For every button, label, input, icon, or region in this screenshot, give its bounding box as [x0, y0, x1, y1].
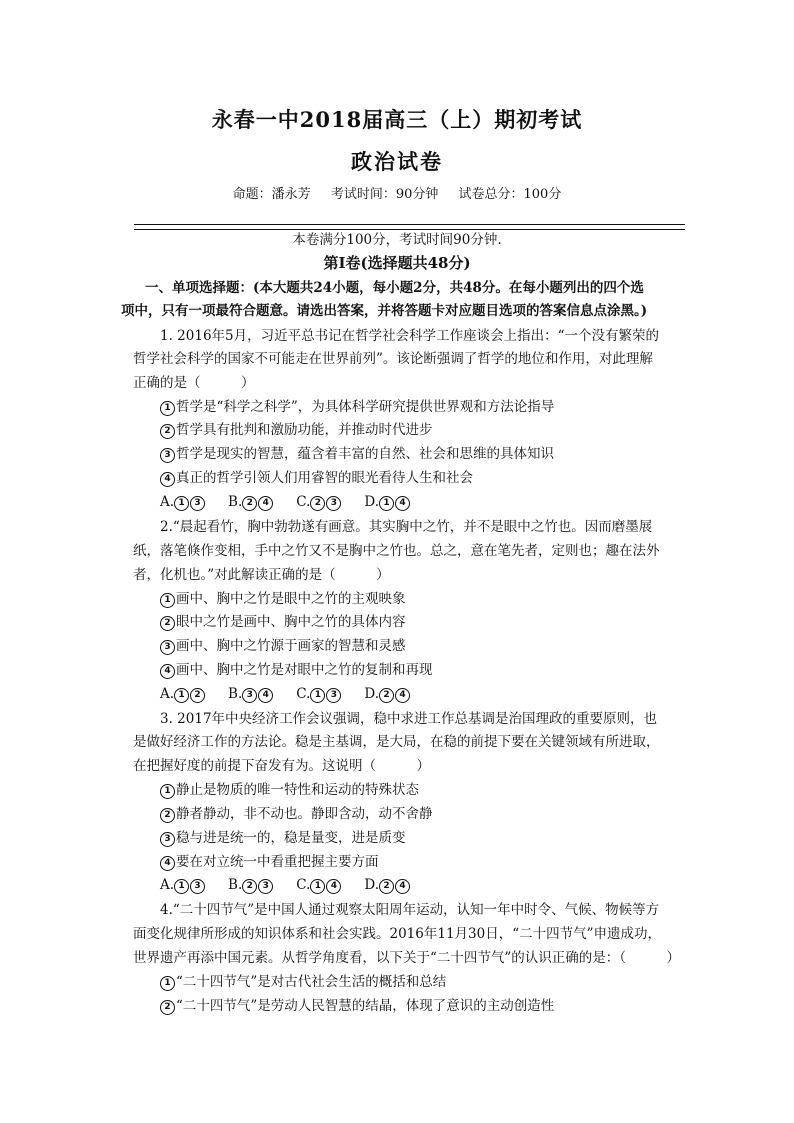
question-2-item [160, 613, 406, 631]
circled-number-icon: 2 [190, 688, 205, 703]
exam-meta [0, 183, 794, 202]
item-text: 真正的哲学引领人们用睿智的眼光看待人生和社会 [176, 470, 473, 486]
circled-number-icon: 1 [160, 976, 175, 991]
item-text: 眼中之竹是画中、胸中之竹的具体内容 [176, 614, 406, 630]
circled-number-icon: 1 [160, 401, 175, 416]
question-1-options [160, 493, 433, 511]
question-2-stem-line: 2.“晨起看竹，胸中勃勃遂有画意。其实胸中之竹，并不是眼中之竹也。因而磨墨展 [160, 519, 653, 535]
question-2-item [160, 637, 406, 655]
circled-number-icon: 4 [395, 879, 410, 894]
question-3-item [160, 781, 419, 799]
circled-number-icon: 1 [310, 688, 325, 703]
question-1-item [160, 445, 554, 463]
circled-number-icon: 2 [379, 688, 394, 703]
header-rule-thin [134, 229, 685, 230]
option-c [296, 877, 342, 893]
circled-number-icon: 4 [395, 496, 410, 511]
circled-number-icon: 1 [379, 496, 394, 511]
circled-number-icon: 3 [326, 496, 341, 511]
circled-number-icon: 2 [242, 496, 257, 511]
circled-number-icon: 3 [326, 688, 341, 703]
circled-number-icon: 4 [160, 856, 175, 871]
circled-number-icon: 4 [326, 879, 341, 894]
option-a [160, 686, 206, 702]
question-4-stem-line: 面变化规律所形成的知识体系和社会实践。2016年11月30日，“二十四节气”申遗成功， [133, 926, 662, 942]
option-b [228, 494, 274, 510]
item-text: 画中、胸中之竹源于画家的智慧和灵感 [176, 638, 406, 654]
total-score-label: 试卷总分：100分 [458, 187, 562, 202]
section-title: 第Ⅰ卷(选择题共48分) [323, 254, 471, 272]
circled-number-icon: 4 [258, 496, 273, 511]
option-a [160, 494, 206, 510]
question-3-item [160, 805, 433, 823]
circled-number-icon: 3 [160, 448, 175, 463]
circled-number-icon: 3 [190, 496, 205, 511]
circled-number-icon: 4 [160, 472, 175, 487]
question-4-stem-line: 世界遗产再添中国元素。从哲学角度看，以下关于“二十四节气”的认识正确的是：（ ） [133, 950, 681, 966]
question-1-item [160, 469, 473, 487]
item-text: “二十四节气”是对古代社会生活的概括和总结 [176, 974, 447, 990]
circled-number-icon: 2 [160, 1000, 175, 1015]
option-letter: D. [364, 494, 380, 510]
question-3-item [160, 829, 406, 847]
circled-number-icon: 2 [310, 496, 325, 511]
question-3-stem-line: 是做好经济工作的方法论。稳是主基调，是大局，在稳的前提下要在关键领域有所进取， [133, 734, 660, 750]
option-letter: B. [228, 877, 243, 893]
option-letter: B. [228, 686, 243, 702]
exam-time-label: 考试时间：90分钟 [330, 187, 439, 202]
question-1-stem-line: 1. 2016年5月，习近平总书记在哲学社会科学工作座谈会上指出：“一个没有繁荣的 [160, 328, 660, 344]
circled-number-icon: 1 [310, 879, 325, 894]
item-text: 哲学具有批判和激励功能，并推动时代进步 [176, 422, 433, 438]
circled-number-icon: 1 [174, 688, 189, 703]
circled-number-icon: 2 [242, 879, 257, 894]
item-text: 要在对立统一中看重把握主要方面 [176, 854, 379, 870]
option-letter: A. [160, 877, 175, 893]
option-letter: A. [160, 686, 175, 702]
circled-number-icon: 2 [160, 424, 175, 439]
option-c [296, 494, 342, 510]
intro-line: 本卷满分100分，考试时间90分钟. [292, 232, 502, 248]
question-3-item [160, 853, 379, 871]
instructions-line-1: 一、单项选择题：(本大题共24小题，每小题2分，共48分。在每小题列出的四个选 [145, 280, 644, 296]
circled-number-icon: 3 [258, 879, 273, 894]
header-rule-thick [134, 224, 685, 225]
option-letter: B. [228, 494, 243, 510]
option-b [228, 877, 274, 893]
author-label: 命题：潘永芳 [232, 187, 311, 202]
item-text: 稳与进是统一的，稳是量变，进是质变 [176, 830, 406, 846]
circled-number-icon: 3 [190, 879, 205, 894]
option-letter: A. [160, 494, 175, 510]
circled-number-icon: 4 [258, 688, 273, 703]
question-1-stem-line: 正确的是（ ） [133, 375, 255, 391]
question-3-stem-line: 3. 2017年中央经济工作会议强调，稳中求进工作总基调是治国理政的重要原则，也 [160, 711, 658, 727]
option-d [364, 877, 411, 893]
instructions-line-2: 项中，只有一项最符合题意。请选出答案，并将答题卡对应题目选项的答案信息点涂黑。) [121, 303, 648, 319]
option-b [228, 686, 274, 702]
question-4-stem-line: 4.“二十四节气”是中国人通过观察太阳周年运动，认知一年中时令、气候、物候等方 [160, 902, 660, 918]
question-1-item [160, 398, 554, 416]
question-2-stem-line: 者，化机也。”对此解读正确的是（ ） [133, 567, 390, 583]
circled-number-icon: 2 [160, 616, 175, 631]
circled-number-icon: 3 [160, 832, 175, 847]
item-text: 静止是物质的唯一特性和运动的特殊状态 [176, 782, 419, 798]
circled-number-icon: 3 [242, 688, 257, 703]
item-text: 哲学是现实的智慧，蕴含着丰富的自然、社会和思维的具体知识 [176, 446, 554, 462]
item-text: 画中、胸中之竹是对眼中之竹的复制和再现 [176, 662, 433, 678]
exam-subtitle: 政治试卷 [351, 149, 443, 174]
circled-number-icon: 1 [174, 496, 189, 511]
circled-number-icon: 1 [174, 879, 189, 894]
question-1-stem-line: 哲学社会科学的国家不可能走在世界前列”。该论断强调了哲学的地位和作用，对此理解 [133, 351, 653, 367]
exam-title: 永春一中2018届高三（上）期初考试 [211, 107, 583, 132]
circled-number-icon: 1 [160, 593, 175, 608]
question-2-options [160, 685, 433, 703]
option-letter: C. [296, 877, 311, 893]
circled-number-icon: 4 [395, 688, 410, 703]
option-letter: D. [364, 686, 380, 702]
option-a [160, 877, 206, 893]
circled-number-icon: 3 [160, 640, 175, 655]
question-1-item [160, 421, 433, 439]
option-letter: C. [296, 686, 311, 702]
circled-number-icon: 2 [379, 879, 394, 894]
option-d [364, 686, 411, 702]
circled-number-icon: 2 [160, 808, 175, 823]
question-3-options [160, 876, 433, 894]
item-text: 哲学是“科学之科学”，为具体科学研究提供世界观和方法论指导 [176, 399, 555, 415]
option-c [296, 686, 342, 702]
circled-number-icon: 4 [160, 664, 175, 679]
question-2-item [160, 590, 406, 608]
item-text: 静者静动，非不动也。静即含动，动不舍静 [176, 806, 433, 822]
question-4-item [160, 973, 446, 991]
question-4-item [160, 997, 554, 1015]
question-2-stem-line: 纸，落笔倏作变相，手中之竹又不是胸中之竹也。总之，意在笔先者，定则也；趣在法外 [133, 543, 660, 559]
option-letter: C. [296, 494, 311, 510]
question-2-item [160, 661, 433, 679]
item-text: 画中、胸中之竹是眼中之竹的主观映象 [176, 591, 406, 607]
option-letter: D. [364, 877, 380, 893]
option-d [364, 494, 411, 510]
item-text: “二十四节气”是劳动人民智慧的结晶，体现了意识的主动创造性 [176, 998, 555, 1014]
question-3-stem-line: 在把握好度的前提下奋发有为。这说明（ ） [133, 758, 430, 774]
circled-number-icon: 1 [160, 784, 175, 799]
